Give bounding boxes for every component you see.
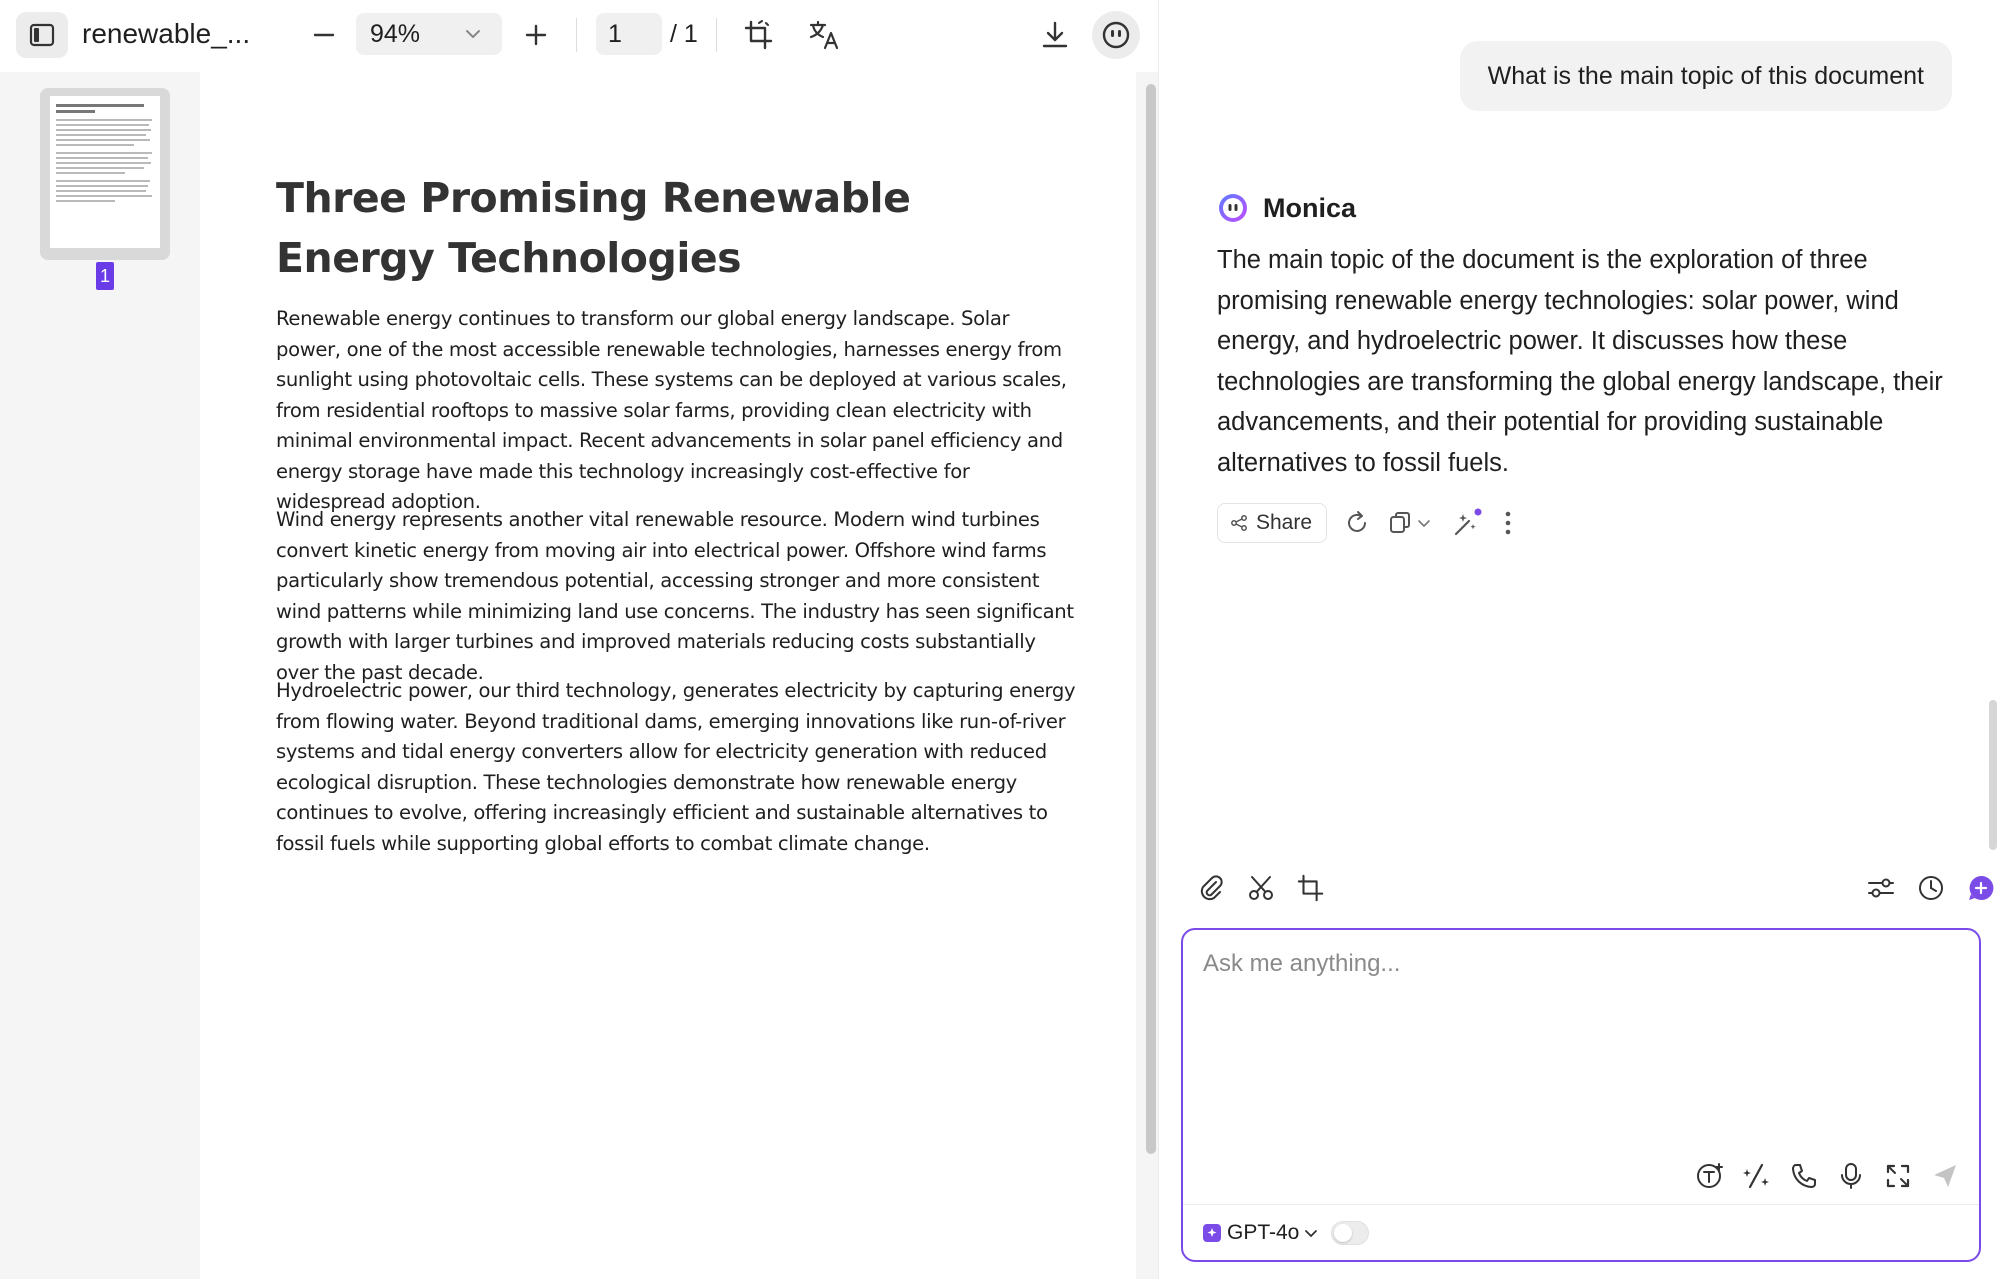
new-chat-button[interactable] bbox=[1961, 868, 2000, 908]
chevron-down-icon bbox=[1417, 516, 1431, 530]
prompt-button[interactable] bbox=[1741, 1160, 1773, 1192]
chevron-down-icon bbox=[464, 25, 482, 43]
plus-icon bbox=[524, 23, 548, 47]
settings-sliders-button[interactable] bbox=[1861, 868, 1901, 908]
share-label: Share bbox=[1256, 511, 1313, 534]
expand-button[interactable] bbox=[1882, 1160, 1914, 1192]
expand-icon bbox=[1884, 1162, 1912, 1190]
model-selector[interactable] bbox=[1203, 1221, 1319, 1245]
viewer-toolbar bbox=[0, 0, 1158, 72]
magic-wand-icon bbox=[1451, 508, 1483, 538]
text-plus-icon bbox=[1695, 1161, 1725, 1191]
chevron-down-icon bbox=[1303, 1225, 1319, 1241]
sidebar-icon bbox=[28, 21, 56, 49]
zoom-out-button[interactable] bbox=[303, 14, 345, 56]
more-vertical-icon bbox=[1503, 510, 1513, 536]
chat-scrollbar[interactable] bbox=[1989, 700, 1997, 850]
assistant-name: Monica bbox=[1263, 192, 1357, 223]
monica-avatar-icon bbox=[1217, 192, 1249, 224]
microphone-button[interactable] bbox=[1835, 1160, 1867, 1192]
attach-button[interactable] bbox=[1191, 868, 1231, 908]
scissors-icon bbox=[1246, 873, 1276, 903]
page-total: / 1 bbox=[670, 20, 698, 48]
refresh-icon bbox=[1343, 509, 1371, 537]
minus-icon bbox=[312, 23, 336, 47]
chat-input[interactable] bbox=[1203, 950, 1959, 1150]
web-access-toggle[interactable] bbox=[1331, 1221, 1369, 1245]
send-button[interactable] bbox=[1929, 1160, 1961, 1192]
model-label: GPT-4o bbox=[1227, 1220, 1300, 1244]
model-icon bbox=[1203, 1224, 1221, 1242]
clock-icon bbox=[1916, 873, 1946, 903]
zoom-select[interactable] bbox=[356, 13, 502, 55]
send-icon bbox=[1931, 1162, 1959, 1190]
phone-icon bbox=[1790, 1162, 1818, 1190]
monica-assistant-button[interactable] bbox=[1092, 11, 1140, 59]
microphone-icon bbox=[1837, 1161, 1865, 1191]
text-tool-button[interactable] bbox=[1694, 1160, 1726, 1192]
zoom-value: 94% bbox=[370, 19, 421, 48]
toolbar-divider bbox=[576, 18, 577, 52]
zoom-in-button[interactable] bbox=[515, 14, 557, 56]
input-footer bbox=[1183, 1204, 1979, 1260]
new-chat-icon bbox=[1966, 873, 1996, 903]
sliders-icon bbox=[1866, 873, 1896, 903]
page-thumbnail[interactable] bbox=[40, 88, 170, 260]
input-toolbar bbox=[1191, 868, 1981, 908]
pdf-title: Three Promising Renewable Energy Technologies bbox=[276, 174, 911, 282]
page-number-input[interactable]: 1 bbox=[596, 13, 662, 55]
copy-button[interactable] bbox=[1387, 509, 1431, 537]
viewer-scrollbar[interactable] bbox=[1146, 84, 1156, 1154]
regenerate-button[interactable] bbox=[1343, 509, 1371, 537]
chat-panel bbox=[1158, 0, 2000, 1279]
thumbnail-preview bbox=[50, 96, 160, 248]
thumbnail-page-number: 1 bbox=[96, 262, 114, 290]
user-message: What is the main topic of this document bbox=[1460, 41, 1952, 111]
download-button[interactable] bbox=[1032, 12, 1078, 58]
sidebar-toggle-button[interactable] bbox=[16, 12, 68, 58]
translate-button[interactable] bbox=[802, 12, 848, 58]
assistant-message: The main topic of the document is the exploration of three promising renewable energy technologies: solar power, wind energy, and hydroelectric power. It discusses how these technologies are transforming the global energy landscape, their advancements, and their potential for providing sustainable alternatives to fossil fuels. bbox=[1217, 246, 1943, 477]
toolbar-divider bbox=[716, 18, 717, 52]
slash-sparkle-icon bbox=[1742, 1161, 1772, 1191]
screenshot-crop-button[interactable] bbox=[1291, 868, 1331, 908]
scissors-button[interactable] bbox=[1241, 868, 1281, 908]
thumbnail-sidebar bbox=[0, 72, 200, 1279]
pdf-paragraph: Wind energy represents another vital renewable resource. Modern wind turbines convert kinetic energy from moving air into electrical power. Offshore wind farms particularly show tremendous potential, accessing stronger and more consistent wind patterns while minimizing land use concerns. The industry has seen significant growth with larger turbines and improved materials reducing costs substantially over the past decade. bbox=[276, 508, 1074, 684]
share-icon bbox=[1230, 514, 1248, 532]
share-button[interactable] bbox=[1217, 503, 1327, 543]
paperclip-icon bbox=[1196, 873, 1226, 903]
crop-icon bbox=[743, 19, 775, 51]
pdf-paragraph: Renewable energy continues to transform our global energy landscape. Solar power, one of the most accessible renewable technologies, harnesses energy from sunlight using photovoltaic cells. These systems can be deployed at various scales, from residential rooftops to massive solar farms, providing clean electricity with minimal environmental impact. Recent advancements in solar panel efficiency and energy storage have made this technology increasingly cost-effective for widespread adoption. bbox=[276, 307, 1067, 513]
chat-input-box bbox=[1181, 928, 1981, 1262]
assistant-header bbox=[1217, 192, 1356, 224]
copy-icon bbox=[1387, 509, 1417, 537]
download-icon bbox=[1040, 20, 1070, 50]
crop-icon bbox=[1296, 873, 1326, 903]
history-button[interactable] bbox=[1911, 868, 1951, 908]
input-actions bbox=[1679, 1160, 1961, 1192]
pdf-page bbox=[200, 72, 1136, 1279]
more-options-button[interactable] bbox=[1503, 510, 1513, 536]
pdf-paragraph: Hydroelectric power, our third technology, generates electricity by capturing energy from flowing water. Beyond traditional dams, emerging innovations like run-of-river systems and tidal energy converters allow for electricity generation with reduced ecological disruption. These technologies demonstrate how renewable energy continues to evolve, offering increasingly efficient and sustainable alternatives to fossil fuels while supporting global efforts to combat climate change. bbox=[276, 679, 1076, 855]
voice-call-button[interactable] bbox=[1788, 1160, 1820, 1192]
crop-button[interactable] bbox=[736, 12, 782, 58]
monica-icon bbox=[1100, 19, 1132, 51]
translate-icon bbox=[808, 19, 842, 51]
message-actions bbox=[1217, 503, 1513, 543]
magic-button[interactable] bbox=[1451, 508, 1483, 538]
document-title: renewable_... bbox=[82, 18, 251, 49]
